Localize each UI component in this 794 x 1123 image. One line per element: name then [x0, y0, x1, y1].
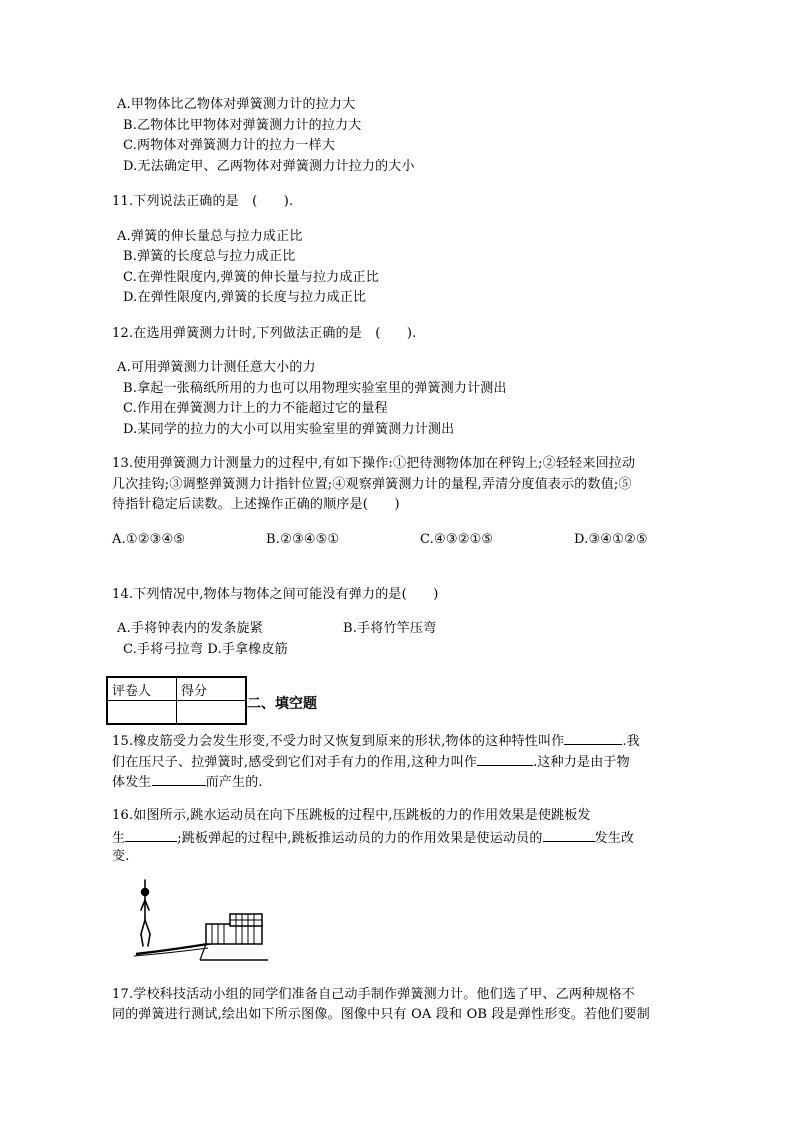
q15-text-1b: .我: [622, 734, 640, 749]
q11-option-c: C.在弹性限度内,弹簧的伸长量与拉力成正比: [123, 270, 379, 285]
q14-option-b: B.手将竹竿压弯: [343, 621, 437, 636]
q13-option-c: C.④③②①⑤: [420, 532, 494, 547]
q15-blank-1: [564, 731, 622, 745]
q15-line2: [112, 752, 630, 772]
q14-stem: 14.下列情况中,物体与物体之间可能没有弹力的是( ): [112, 587, 439, 602]
q15-text-2a: 们在压尺子、拉弹簧时,感受到它们对手有力的作用,这种力叫作: [112, 755, 478, 770]
q16-text-2a: 生: [112, 831, 126, 846]
q13-option-d: D.③④①②⑤: [574, 532, 648, 547]
diving-board-figure: [130, 876, 270, 962]
q16-blank-2: [543, 828, 595, 842]
q12-option-b: B.拿起一张稿纸所用的力也可以用物理实验室里的弹簧测力计测出: [123, 381, 507, 396]
q11-option-b: B.弹簧的长度总与拉力成正比: [123, 249, 296, 264]
q10-option-b: B.乙物体比甲物体对弹簧测力计的拉力大: [123, 118, 362, 133]
q12-option-a: A.可用弹簧测力计测任意大小的力: [117, 360, 316, 375]
q15-line1: [112, 731, 640, 751]
q12-option-d: D.某同学的拉力的大小可以用实验室里的弹簧测力计测出: [123, 422, 455, 437]
q16-line1: 16.如图所示,跳水运动员在向下压跳板的过程中,压跳板的力的作用效果是使跳板发: [112, 808, 591, 823]
grader-label: 评卷人: [107, 677, 177, 701]
q15-text-1a: 15.橡皮筋受力会发生形变,不受力时又恢复到原来的形状,物体的这种特性叫作: [112, 734, 565, 749]
q15-text-3a: 体发生: [112, 775, 152, 790]
q11-stem: 11.下列说法正确的是 ( ).: [112, 194, 294, 209]
score-cell: [177, 701, 247, 725]
q10-option-d: D.无法确定甲、乙两物体对弹簧测力计拉力的大小: [123, 159, 415, 174]
q15-text-3b: 而产生的.: [205, 775, 263, 790]
q13-stem-line2: 几次挂钩;③调整弹簧测力计指针位置;④观察弹簧测力计的量程,弄清分度值表示的数值;⑤: [112, 477, 632, 492]
q15-blank-3: [152, 772, 206, 786]
q17-line2: 同的弹簧进行测试,绘出如下所示图像。图像中只有 OA 段和 OB 段是弹性形变。若他们要制: [112, 1007, 650, 1022]
q11-option-d: D.在弹性限度内,弹簧的长度与拉力成正比: [123, 290, 367, 305]
score-label: 得分: [177, 677, 247, 701]
q14-option-a: A.手将钟表内的发条旋紧: [117, 621, 263, 636]
q16-line2: [112, 828, 634, 848]
q10-option-a: A.甲物体比乙物体对弹簧测力计的拉力大: [117, 97, 356, 112]
grader-cell: [107, 701, 177, 725]
q13-option-b: B.②③④⑤①: [266, 532, 340, 547]
q16-line3: 变.: [112, 849, 130, 864]
q12-option-c: C.作用在弹簧测力计上的力不能超过它的量程: [123, 401, 388, 416]
q16-blank-1: [125, 828, 177, 842]
q15-line3: [112, 772, 263, 792]
section-title: 二、填空题: [247, 696, 317, 712]
score-table: [106, 676, 247, 725]
q11-option-a: A.弹簧的伸长量总与拉力成正比: [117, 229, 303, 244]
q10-option-c: C.两物体对弹簧测力计的拉力一样大: [123, 138, 336, 153]
q13-stem-line1: 13.使用弹簧测力计测量力的过程中,有如下操作:①把待测物体加在秤钩上;②轻轻来回拉动: [112, 456, 636, 471]
q16-text-2b: ;跳板弹起的过程中,跳板推运动员的力的作用效果是使运动员的: [177, 831, 543, 846]
q14-option-cd: C.手将弓拉弯 D.手拿橡皮筋: [123, 642, 288, 657]
q17-line1: 17.学校科技活动小组的同学们准备自己动手制作弹簧测力计。他们选了甲、乙两种规格不: [112, 987, 635, 1002]
q16-text-2c: 发生改: [594, 831, 635, 846]
q13-stem-line3: 待指针稳定后读数。上述操作正确的顺序是( ): [112, 497, 400, 512]
q15-text-2b: .这种力是由于物: [533, 755, 630, 770]
q12-stem: 12.在选用弹簧测力计时,下列做法正确的是 ( ).: [112, 326, 417, 341]
q13-option-a: A.①②③④⑤: [112, 532, 186, 547]
q15-blank-2: [477, 752, 533, 766]
